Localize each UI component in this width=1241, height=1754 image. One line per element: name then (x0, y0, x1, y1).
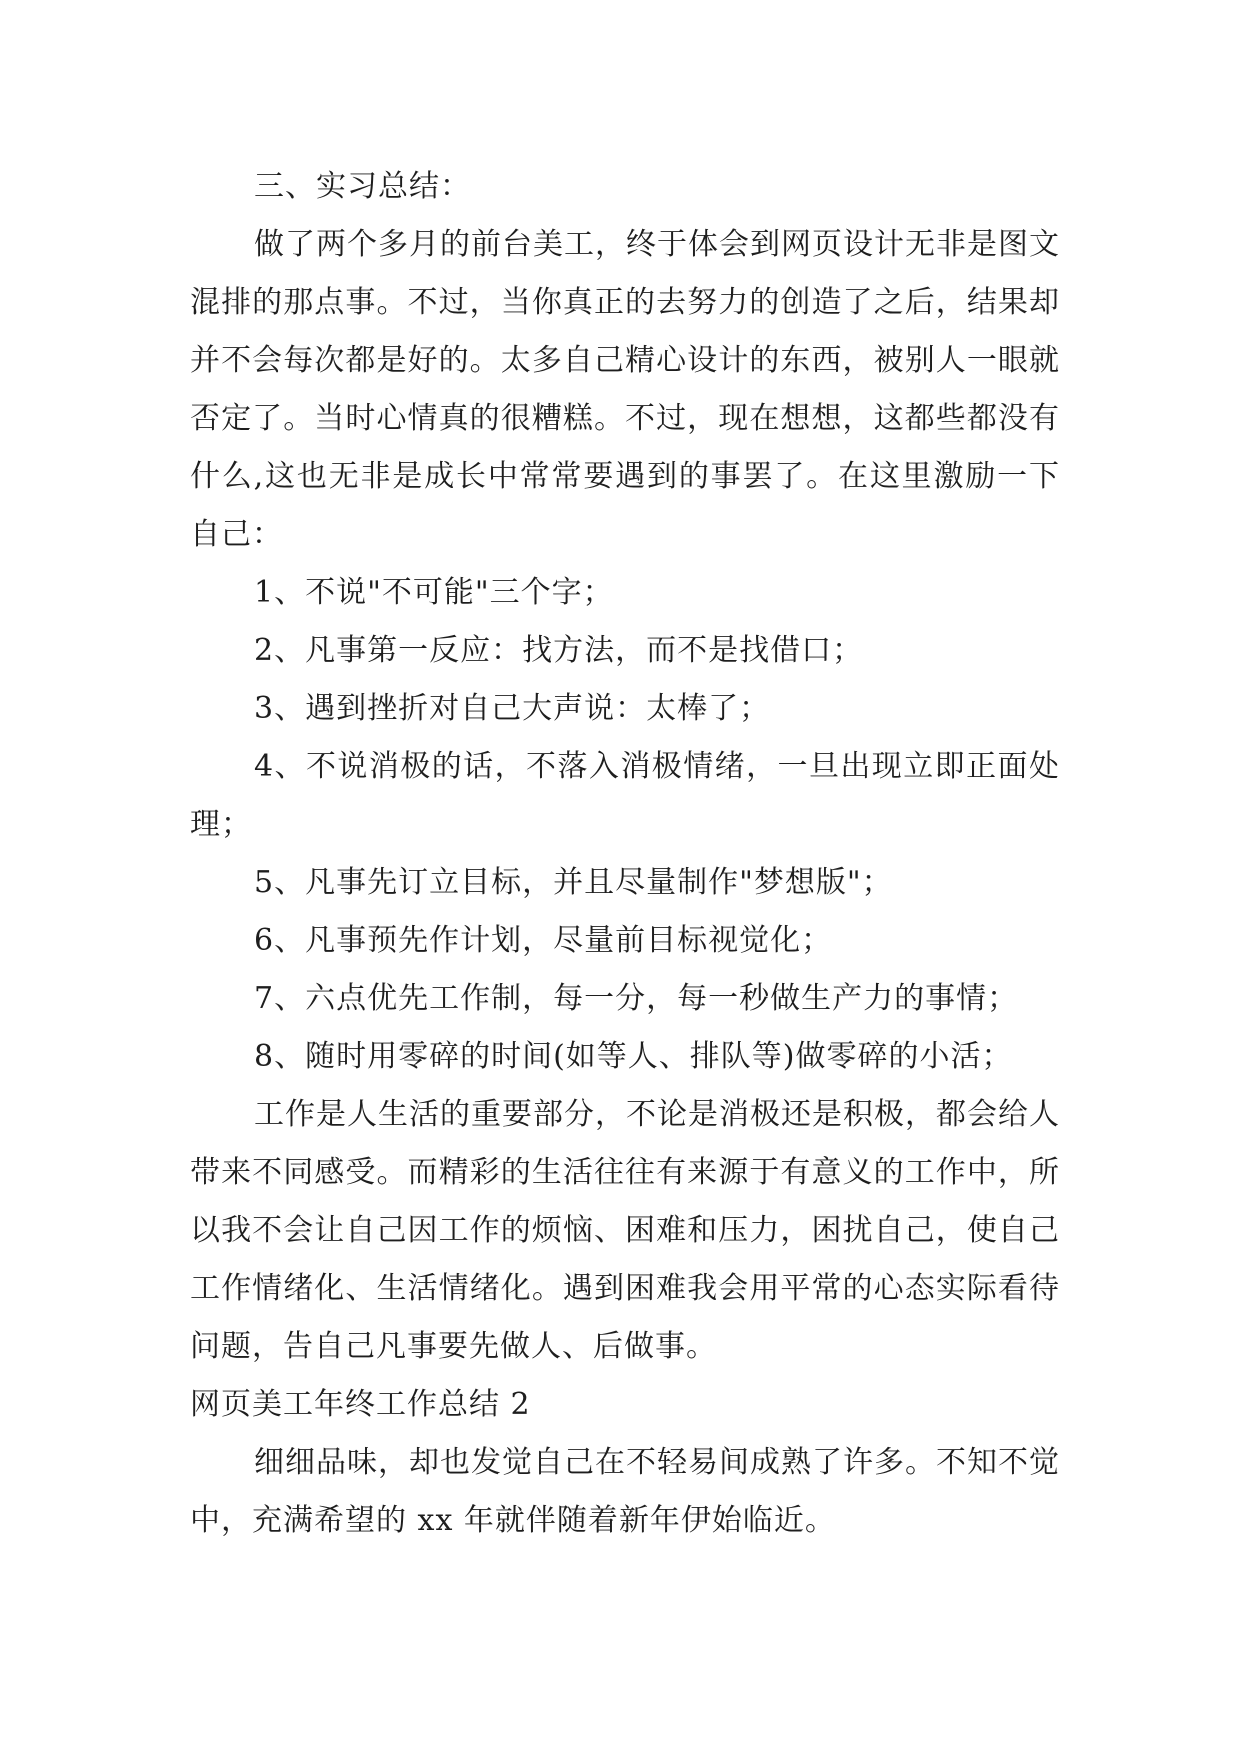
section-heading: 三、实习总结： (254, 169, 471, 204)
list-item: 2、凡事第一反应：找方法，而不是找借口； (254, 633, 864, 668)
list-item: 6、凡事预先作计划，尽量前目标视觉化； (254, 923, 833, 958)
list-item: 3、遇到挫折对自己大声说：太棒了； (254, 691, 771, 726)
closing-paragraph: 工作是人生活的重要部分，不论是消极还是积极，都会给人带来不同感受。而精彩的生活往往有来源于有意义的工作中，所以我不会让自己因工作的烦恼、困难和压力，困扰自己，使自己工作情绪化、生活情绪化。遇到困难我会用平常的心态实际看待问题，告自己凡事要先做人、后做事。 (190, 1097, 1060, 1364)
list-item: 7、六点优先工作制，每一分，每一秒做生产力的事情； (254, 981, 1019, 1016)
list-item: 5、凡事先订立目标，并且尽量制作"梦想版"； (254, 865, 893, 900)
list-item: 1、不说"不可能"三个字； (254, 575, 614, 610)
intro-paragraph: 做了两个多月的前台美工，终于体会到网页设计无非是图文混排的那点事。不过，当你真正的去努力的创造了之后，结果却并不会每次都是好的。太多自己精心设计的东西，被别人一眼就否定了。当时心情真的很糟糕。不过，现在想想，这都些都没有什么,这也无非是成长中常常要遇到的事罢了。在这里激励一下自己： (190, 227, 1060, 552)
list-item: 8、随时用零碎的时间(如等人、排队等)做零碎的小活； (254, 1039, 1013, 1074)
document-body (190, 158, 1060, 1550)
section2-paragraph: 细细品味，却也发觉自己在不轻易间成熟了许多。不知不觉中，充满希望的 xx 年就伴随着新年伊始临近。 (190, 1445, 1060, 1538)
list-item: 4、不说消极的话，不落入消极情绪，一旦出现立即正面处理； (190, 749, 1060, 842)
section2-title: 网页美工年终工作总结 2 (190, 1387, 531, 1422)
